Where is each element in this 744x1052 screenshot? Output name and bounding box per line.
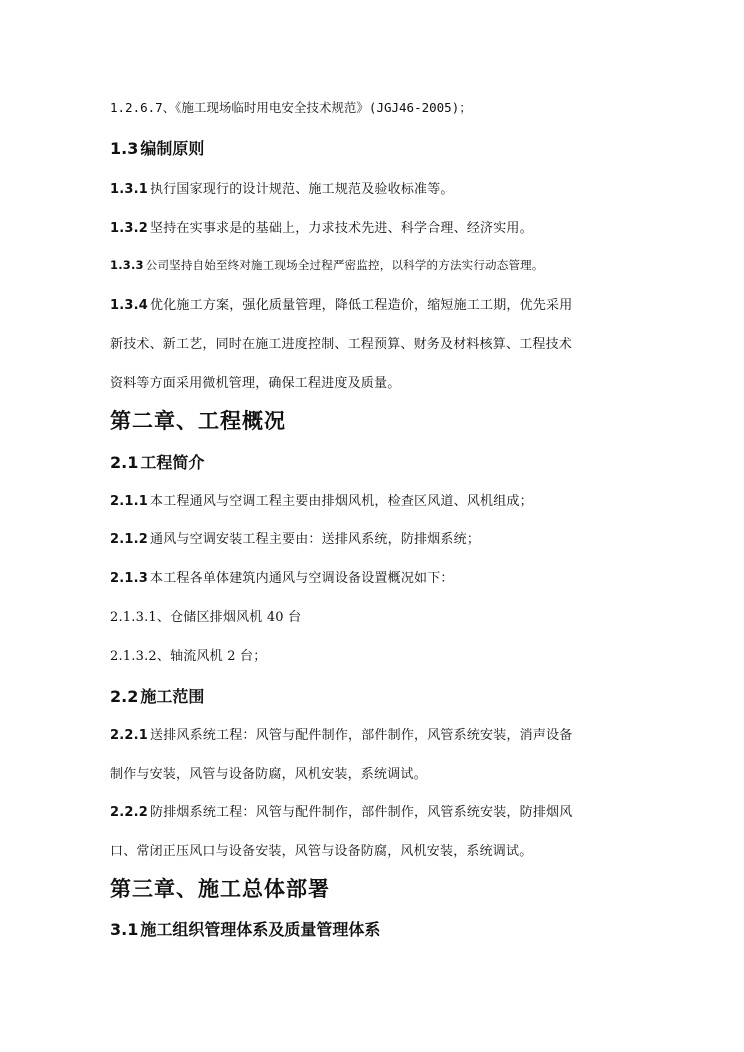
- paragraph-2-1-1: 2.1.1 本工程通风与空调工程主要由排烟风机，检查区风道、风机组成；: [110, 494, 533, 509]
- paragraph-1-3-4: 1.3.4 优化施工方案，强化质量管理，降低工程造价，缩短施工工期，优先采用: [110, 298, 573, 313]
- heading-2-1: 2.1 工程简介: [110, 453, 205, 472]
- paragraph-2-1-3: 2.1.3 本工程各单体建筑内通风与空调设备设置概况如下：: [110, 571, 454, 586]
- paragraph-1-3-4-line-2: 新技术、新工艺，同时在施工进度控制、工程预算、财务及材料核算、工程技术: [110, 337, 573, 352]
- paragraph-1-3-2: 1.3.2 坚持在实事求是的基础上，力求技术先进、科学合理、经济实用。: [110, 221, 533, 236]
- paragraph-1-2-6-7: 1.2.6.7、《施工现场临时用电安全技术规范》(JGJ46-2005)；: [110, 100, 472, 115]
- paragraph-2-1-3-1: 2.1.3.1、仓储区排烟风机 40 台: [110, 610, 302, 625]
- paragraph-1-3-4-line-3: 资料等方面采用微机管理，确保工程进度及质量。: [110, 376, 401, 391]
- heading-3-1: 3.1 施工组织管理体系及质量管理体系: [110, 920, 381, 939]
- heading-2-2: 2.2 施工范围: [110, 687, 205, 706]
- paragraph-2-1-2: 2.1.2 通风与空调安装工程主要由：送排风系统，防排烟系统；: [110, 532, 481, 547]
- paragraph-1-3-3: 1.3.3 公司坚持自始至终对施工现场全过程严密监控，以科学的方法实行动态管理。: [110, 258, 544, 272]
- paragraph-2-2-1: 2.2.1 送排风系统工程：风管与配件制作，部件制作，风管系统安装，消声设备: [110, 728, 573, 743]
- chapter-2-heading: 第二章、工程概况: [110, 408, 286, 433]
- paragraph-2-2-2-line-2: 口、常闭正压风口与设备安装，风管与设备防腐，风机安装，系统调试。: [110, 844, 533, 859]
- paragraph-2-2-1-line-2: 制作与安装，风管与设备防腐，风机安装，系统调试。: [110, 767, 427, 782]
- chapter-3-heading: 第三章、施工总体部署: [110, 876, 330, 901]
- paragraph-2-1-3-2: 2.1.3.2、轴流风机 2 台；: [110, 649, 267, 664]
- paragraph-1-3-1: 1.3.1 执行国家现行的设计规范、施工规范及验收标准等。: [110, 182, 454, 197]
- heading-1-3: 1.3 编制原则: [110, 139, 205, 158]
- paragraph-2-2-2: 2.2.2 防排烟系统工程：风管与配件制作，部件制作，风管系统安装，防排烟风: [110, 805, 573, 820]
